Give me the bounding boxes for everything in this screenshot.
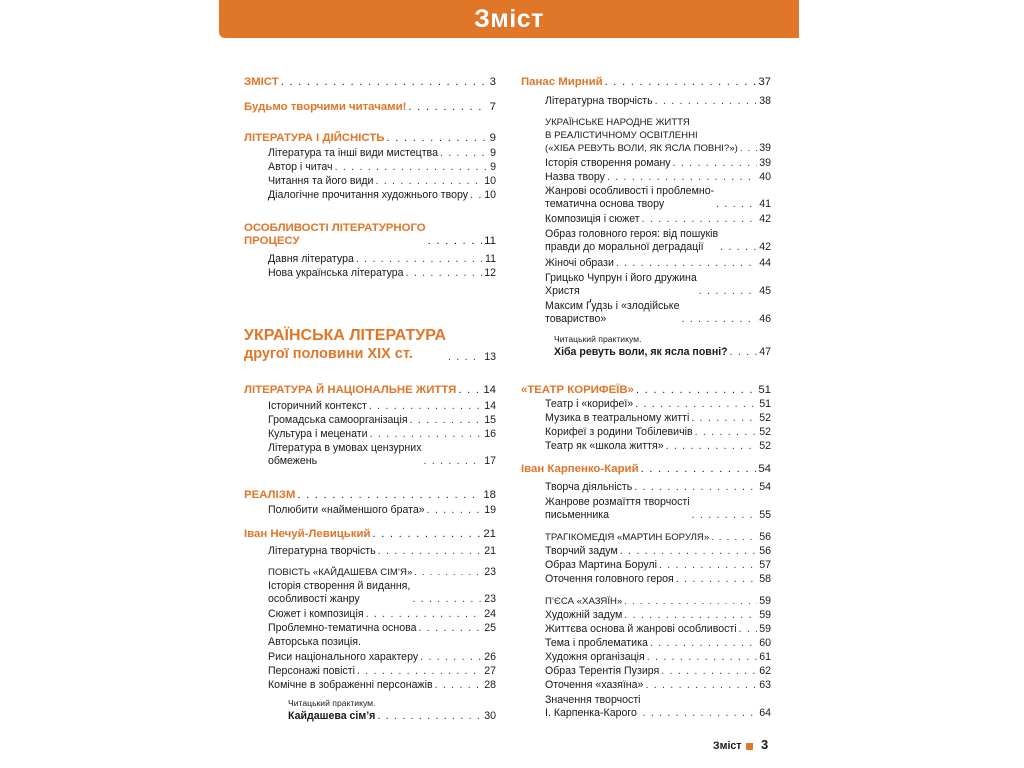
toc-entry-title: Художня організація — [545, 651, 645, 663]
toc-entry-title: Грицько Чупрун і його дружина — [545, 272, 697, 284]
leader-dots — [427, 504, 483, 517]
toc-entry-page: 16 — [484, 428, 496, 440]
toc-entry-title: «ТЕАТР КОРИФЕЇВ» — [521, 384, 634, 396]
leader-dots — [659, 559, 757, 572]
leader-dots — [448, 351, 482, 364]
toc-entry-title: П’ЄСА «ХАЗЯЇН» — [545, 596, 623, 607]
leader-dots — [673, 157, 758, 170]
toc-entry[interactable] — [545, 545, 771, 558]
toc-entry-page: 39 — [759, 142, 771, 155]
toc-entry[interactable] — [545, 623, 771, 636]
toc-entry-title-block — [554, 333, 728, 359]
toc-entry-page: 14 — [484, 400, 496, 412]
leader-dots — [720, 241, 757, 254]
toc-entry-title-block — [268, 442, 422, 468]
leader-dots — [414, 566, 482, 579]
toc-entry[interactable] — [268, 253, 496, 266]
toc-entry-title: Жанрове розмаїття творчості — [545, 496, 690, 508]
toc-entry-title: Творчий задум — [545, 545, 618, 557]
toc-entry-title: товариство» — [545, 313, 607, 326]
toc-entry-page: 38 — [759, 95, 771, 107]
toc-entry-title: Риси національного характеру — [268, 651, 419, 663]
toc-entry-title: Тема і проблематика — [545, 637, 648, 649]
toc-entry-title: Значення творчості — [545, 694, 641, 706]
toc-entry-page: 11 — [484, 235, 496, 248]
toc-entry-page: 3 — [489, 76, 496, 88]
toc-entry-page: 9 — [490, 147, 496, 159]
leader-dots — [470, 189, 482, 202]
leader-dots — [624, 609, 757, 622]
leader-dots — [335, 161, 489, 174]
toc-entry-page: 17 — [484, 455, 496, 468]
toc-entry-title: Образ головного героя: від пошуків — [545, 228, 719, 240]
toc-entry[interactable] — [545, 531, 771, 544]
toc-entry[interactable] — [521, 463, 771, 476]
toc-entry[interactable] — [268, 442, 496, 468]
leader-dots — [375, 175, 482, 188]
toc-entry-title: ЛІТЕРАТУРА І ДІЙСНІСТЬ — [244, 132, 385, 144]
toc-entry-page: 42 — [759, 213, 771, 225]
toc-entry-title: тематична основа твору — [545, 198, 665, 211]
toc-entry-title: Діалогічне прочитання художнього твору — [268, 189, 469, 201]
leader-dots — [661, 665, 757, 678]
leader-dots — [699, 285, 757, 298]
toc-entry-title: письменника — [545, 509, 610, 522]
toc-entry-title: Театр і «корифеї» — [545, 398, 634, 410]
toc-entry-page: 9 — [489, 132, 496, 144]
toc-entry-title: Назва твору — [545, 171, 605, 183]
leader-dots — [642, 213, 758, 226]
leader-dots — [692, 509, 758, 522]
leader-dots — [378, 545, 483, 558]
toc-entry-title: УКРАЇНСЬКЕ НАРОДНЕ ЖИТТЯ — [545, 117, 690, 128]
toc-entry[interactable] — [521, 76, 771, 89]
leader-dots — [428, 235, 483, 248]
toc-entry-page: 9 — [490, 161, 496, 173]
toc-entry-title: Історичний контекст — [268, 400, 367, 412]
toc-entry-title: Образ Мартина Борулі — [545, 559, 657, 571]
toc-entry-title: І. Карпенка-Карого — [545, 707, 637, 720]
leader-dots — [635, 398, 757, 411]
toc-entry-title: Образ Терентія Пузиря — [545, 665, 660, 677]
toc-entry-title: Проблемно-тематична основа — [268, 622, 417, 634]
toc-entry-title-block — [545, 272, 697, 298]
toc-entry-title: Жіночі образи — [545, 257, 614, 269]
toc-entry-title: РЕАЛІЗМ — [244, 489, 296, 501]
toc-entry-title-block — [244, 326, 446, 364]
toc-entry-title: Література та інші види мистецтва — [268, 147, 438, 159]
leader-dots — [636, 384, 756, 397]
toc-entry-page: 51 — [758, 384, 771, 396]
toc-entry[interactable] — [545, 609, 771, 622]
leader-dots — [647, 651, 757, 664]
toc-entry-title: Корифеї з родини Тобілевичів — [545, 426, 693, 438]
toc-entry-page: 56 — [759, 531, 771, 543]
toc-entry-page: 25 — [484, 622, 496, 634]
leader-dots — [711, 531, 757, 544]
toc-entry[interactable] — [268, 147, 496, 160]
toc-entry-title: («ХІБА РЕВУТЬ ВОЛИ, ЯК ЯСЛА ПОВНІ?») — [545, 143, 738, 155]
toc-entry[interactable] — [268, 267, 496, 280]
toc-entry-title: ОСОБЛИВОСТІ ЛІТЕРАТУРНОГО — [244, 222, 426, 234]
toc-entry-title-block — [545, 116, 738, 156]
toc-entry-title: Нова українська література — [268, 267, 404, 279]
toc-entry-title: Громадська самоорганізація — [268, 414, 408, 426]
leader-dots — [676, 573, 757, 586]
toc-entry-page: 45 — [759, 285, 771, 298]
toc-entry-title: Полюбити «найменшого брата» — [268, 504, 425, 516]
toc-entry-title-block — [545, 496, 690, 522]
toc-entry[interactable] — [268, 651, 496, 664]
toc-entry-page: 28 — [484, 679, 496, 691]
toc-entry[interactable] — [545, 116, 771, 156]
toc-entry[interactable] — [244, 132, 496, 145]
toc-entry[interactable] — [521, 384, 771, 397]
toc-entry-page: 19 — [484, 504, 496, 516]
toc-entry-page: 54 — [759, 481, 771, 493]
toc-entry[interactable] — [545, 679, 771, 692]
toc-entry-page: 21 — [483, 528, 496, 540]
toc-entry-title: Літературна творчість — [545, 95, 653, 107]
toc-entry-title: Композиція і сюжет — [545, 213, 640, 225]
page-title: Зміст — [474, 5, 544, 33]
toc-entry-title-block — [244, 222, 426, 248]
toc-entry-title: Кайдашева сім’я — [288, 710, 376, 723]
toc-entry[interactable] — [244, 101, 496, 114]
toc-entry-title-block — [545, 300, 679, 326]
toc-entry-page: 52 — [759, 440, 771, 452]
toc-entry-page: 12 — [484, 267, 496, 279]
toc-part-subtitle: другої половини XIX ст. — [244, 346, 413, 362]
toc-entry-page: 14 — [483, 384, 496, 396]
toc-entry[interactable] — [545, 481, 771, 494]
toc-entry-page: 42 — [759, 241, 771, 254]
toc-entry-title: Театр як «школа життя» — [545, 440, 664, 452]
toc-entry-page: 10 — [484, 175, 496, 187]
leader-dots — [370, 428, 483, 441]
toc-entry-title: Літературна творчість — [268, 545, 376, 557]
leader-dots — [281, 76, 488, 89]
toc-entry-title: Іван Нечуй-Левицький — [244, 528, 371, 540]
toc-entry-page: 23 — [484, 566, 496, 578]
toc-entry-page: 51 — [759, 398, 771, 410]
leader-dots — [695, 426, 758, 439]
leader-dots — [357, 665, 482, 678]
toc-entry[interactable] — [268, 428, 496, 441]
toc-entry-title: Сюжет і композиція — [268, 608, 364, 620]
toc-entry-title-block — [545, 228, 718, 254]
practicum-label: Читацький практикум. — [554, 334, 642, 344]
toc-entry[interactable] — [545, 95, 771, 108]
toc-entry[interactable] — [244, 489, 496, 502]
leader-dots — [412, 593, 482, 606]
toc-entry-title-block — [268, 580, 410, 606]
toc-entry-page: 61 — [759, 651, 771, 663]
leader-dots — [419, 622, 483, 635]
toc-entry-title: ПОВІСТЬ «КАЙДАШЕВА СІМ’Я» — [268, 567, 413, 578]
toc-entry-title: Іван Карпенко-Карий — [521, 463, 639, 475]
toc-entry-title: Авторська позиція. — [268, 636, 361, 648]
toc-entry[interactable] — [268, 636, 496, 649]
toc-entry-page: 44 — [759, 257, 771, 269]
toc-entry-title-block — [545, 185, 714, 211]
toc-entry-page: 64 — [759, 707, 771, 720]
toc-entry-page: 63 — [759, 679, 771, 691]
toc-entry[interactable] — [268, 175, 496, 188]
toc-entry-page: 27 — [484, 665, 496, 677]
leader-dots — [410, 414, 483, 427]
leader-dots — [424, 455, 483, 468]
toc-entry-page: 41 — [759, 198, 771, 211]
leader-dots — [643, 707, 758, 720]
toc-entry-title: ЛІТЕРАТУРА Й НАЦІОНАЛЬНЕ ЖИТТЯ — [244, 384, 457, 396]
toc-part-title: УКРАЇНСЬКА ЛІТЕРАТУРА — [244, 327, 447, 344]
toc-entry-practicum[interactable] — [288, 697, 496, 723]
toc-entry-page: 30 — [484, 710, 496, 723]
toc-entry-title-block — [545, 694, 641, 720]
toc-entry-title: Оточення «хазяїна» — [545, 679, 644, 691]
toc-entry-page: 13 — [484, 350, 496, 363]
toc-entry[interactable] — [268, 400, 496, 413]
toc-entry-page: 47 — [759, 346, 771, 359]
leader-dots — [691, 412, 757, 425]
toc-entry-title: Панас Мирний — [521, 76, 603, 88]
leader-dots — [377, 710, 482, 723]
leader-dots — [366, 608, 483, 621]
toc-entry[interactable] — [268, 566, 496, 579]
header-bar — [219, 0, 799, 38]
toc-entry[interactable] — [244, 528, 496, 541]
toc-entry-page: 7 — [489, 101, 496, 113]
toc-entry-page: 40 — [759, 171, 771, 183]
toc-entry[interactable] — [545, 559, 771, 572]
practicum-label: Читацький практикум. — [288, 698, 376, 708]
leader-dots — [369, 400, 482, 413]
toc-entry[interactable] — [545, 272, 771, 298]
leader-dots — [605, 76, 757, 89]
toc-entry[interactable] — [545, 665, 771, 678]
toc-entry-page: 37 — [758, 76, 771, 88]
leader-dots — [645, 679, 757, 692]
toc-entry-page: 59 — [759, 595, 771, 607]
toc-entry-page: 52 — [759, 426, 771, 438]
leader-dots — [607, 171, 757, 184]
toc-entry-page: 39 — [759, 157, 771, 169]
toc-entry[interactable] — [268, 414, 496, 427]
toc-entry-page: 55 — [759, 509, 771, 522]
leader-dots — [616, 257, 757, 270]
toc-entry-page: 24 — [484, 608, 496, 620]
toc-entry-title: ЗМІСТ — [244, 76, 279, 88]
toc-entry[interactable] — [545, 651, 771, 664]
toc-entry[interactable] — [545, 496, 771, 522]
toc-entry-page: 46 — [759, 313, 771, 326]
toc-entry[interactable] — [268, 189, 496, 202]
toc-entry[interactable] — [545, 637, 771, 650]
toc-entry-page: 56 — [759, 545, 771, 557]
toc-entry-title: особливості жанру — [268, 593, 360, 606]
toc-entry-title: Жанрові особливості і проблемно- — [545, 185, 715, 197]
toc-entry-title: Історія створення й видання, — [268, 580, 411, 592]
toc-entry[interactable] — [268, 161, 496, 174]
leader-dots — [387, 132, 488, 145]
toc-entry-title: Хіба ревуть воли, як ясла повні? — [554, 346, 728, 359]
toc-entry-title: Творча діяльність — [545, 481, 633, 493]
toc-entry-page: 21 — [484, 545, 496, 557]
leader-dots — [356, 253, 483, 266]
toc-entry[interactable] — [545, 412, 771, 425]
leader-dots — [739, 623, 758, 636]
toc-entry[interactable] — [268, 622, 496, 635]
toc-entry-page: 52 — [759, 412, 771, 424]
leader-dots — [641, 463, 757, 476]
toc-entry-title: Персонажі повісті — [268, 665, 355, 677]
toc-entry[interactable] — [545, 426, 771, 439]
toc-entry[interactable] — [545, 694, 771, 720]
toc-entry-title: Музика в театральному житті — [545, 412, 690, 424]
toc-entry-title: Будьмо творчими читачами! — [244, 101, 407, 113]
toc-entry-page: 26 — [484, 651, 496, 663]
toc-entry-title: Життєва основа й жанрові особливості — [545, 623, 737, 635]
leader-dots — [624, 595, 757, 608]
leader-dots — [372, 528, 481, 541]
toc-entry-title: Комічне в зображенні персонажів — [268, 679, 433, 691]
toc-entry[interactable] — [268, 504, 496, 517]
leader-dots — [716, 198, 757, 211]
toc-entry-title: Читання та його види — [268, 175, 374, 187]
toc-entry-title-block — [288, 697, 375, 723]
leader-dots — [406, 267, 483, 280]
toc-entry-page: 59 — [759, 623, 771, 635]
footer-page-number: 3 — [761, 737, 769, 752]
toc-entry-page: 10 — [484, 189, 496, 201]
leader-dots — [420, 651, 482, 664]
leader-dots — [440, 147, 488, 160]
toc-entry[interactable] — [545, 157, 771, 170]
toc-entry-page: 59 — [759, 609, 771, 621]
leader-dots — [435, 679, 483, 692]
toc-entry-page: 58 — [759, 573, 771, 585]
toc-entry-title: ПРОЦЕСУ — [244, 235, 300, 248]
toc-entry-page: 15 — [484, 414, 496, 426]
toc-entry[interactable] — [545, 595, 771, 608]
toc-entry-title: Автор і читач — [268, 161, 333, 173]
toc-entry-title: Історія створення роману — [545, 157, 671, 169]
toc-entry[interactable] — [244, 326, 496, 364]
toc-entry-page: 62 — [759, 665, 771, 677]
leader-dots — [458, 384, 481, 397]
toc-entry-page: 11 — [485, 253, 496, 265]
toc-entry-title: Оточення головного героя — [545, 573, 674, 585]
toc-entry-title: Культура і меценати — [268, 428, 368, 440]
toc-entry-title: ТРАГІКОМЕДІЯ «МАРТИН БОРУЛЯ» — [545, 532, 710, 543]
footer-square-icon — [746, 743, 753, 750]
toc-entry[interactable] — [268, 665, 496, 678]
toc-entry-title: Література в умовах цензурних — [268, 442, 422, 454]
toc-entry-page: 60 — [759, 637, 771, 649]
toc-entry[interactable] — [268, 545, 496, 558]
toc-entry-title: Художній задум — [545, 609, 623, 621]
toc-entry[interactable] — [244, 384, 496, 397]
leader-dots — [650, 637, 757, 650]
footer-section-label: Зміст — [713, 740, 742, 752]
toc-entry[interactable] — [545, 440, 771, 453]
toc-entry[interactable] — [545, 300, 771, 326]
toc-entry[interactable] — [545, 213, 771, 226]
toc-entry-title: Максим Ґудзь і «злодійське — [545, 300, 680, 312]
toc-entry[interactable] — [545, 398, 771, 411]
leader-dots — [634, 481, 757, 494]
leader-dots — [297, 489, 481, 502]
leader-dots — [740, 142, 757, 155]
toc-entry-title: В РЕАЛІСТИЧНОМУ ОСВІТЛЕННІ — [545, 130, 698, 142]
toc-entry-title: правди до моральної деградації — [545, 241, 704, 254]
toc-entry-title: Давня література — [268, 253, 354, 265]
leader-dots — [666, 440, 758, 453]
toc-entry-page: 23 — [484, 593, 496, 606]
leader-dots — [408, 101, 487, 114]
toc-entry[interactable] — [545, 257, 771, 270]
toc-entry[interactable] — [545, 573, 771, 586]
leader-dots — [681, 313, 757, 326]
toc-entry-page: 57 — [759, 559, 771, 571]
toc-entry-practicum[interactable] — [554, 333, 771, 359]
leader-dots — [730, 346, 758, 359]
leader-dots — [620, 545, 757, 558]
toc-entry[interactable] — [545, 228, 771, 254]
leader-dots — [655, 95, 758, 108]
toc-entry-page: 54 — [758, 463, 771, 475]
toc-entry[interactable] — [545, 171, 771, 184]
toc-entry[interactable] — [268, 608, 496, 621]
toc-entry-title: обмежень — [268, 455, 318, 468]
toc-entry[interactable] — [268, 679, 496, 692]
toc-entry-page: 18 — [483, 489, 496, 501]
toc-entry[interactable] — [244, 76, 496, 89]
toc-entry[interactable] — [545, 185, 771, 211]
toc-entry-title: Христя — [545, 285, 580, 298]
toc-entry[interactable] — [268, 580, 496, 606]
toc-entry[interactable] — [244, 222, 496, 248]
